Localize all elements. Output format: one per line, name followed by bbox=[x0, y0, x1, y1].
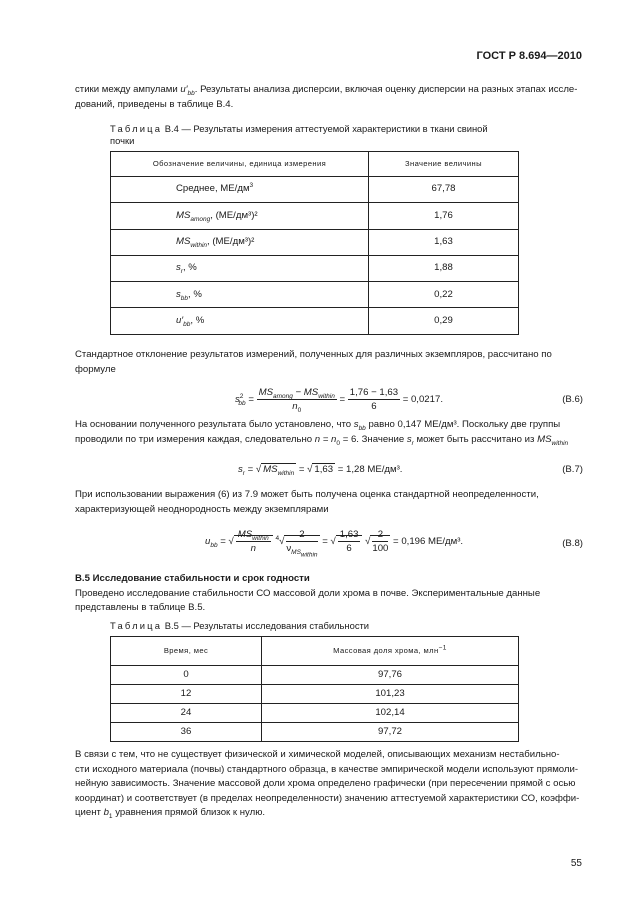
table-cell: 97,72 bbox=[262, 723, 519, 742]
table4-caption bbox=[110, 123, 550, 147]
text: дований, приведены в таблице В.4. bbox=[75, 98, 234, 110]
equation-b8: $u_{bb}$ = √ $\frac{MS_{within}}{n}$ $^4$√ $\frac{2}{\nu_{MS_{within}}}$ = √ $\frac{1,63}{6}$ √ $\frac{2}{100}$ = 0,196 МЕ/дм³. bbox=[205, 529, 464, 559]
table-cell: 97,76 bbox=[262, 666, 519, 685]
text: . Результаты анализа дисперсии, включая оценку дисперсии на разных этапах иссле- bbox=[194, 84, 578, 95]
paragraph-model: В связи с тем, что не существует физической и химической моделей, описывающих механизм нестабильно- сти исходного материала (почвы) стандартного образца, в качестве эмпирической модели используют прямоли- нейную зависимость. Значение массовой доли хрома определено графически (при пересечении прямой с осью координат) и соответствует (в пределах неопределенности) значению аттестуемой характеристики СО, коэффи- циент $b_1$ уравнения прямой близок к нулю. bbox=[75, 748, 583, 821]
document-id: ГОСТ Р 8.694—2010 bbox=[476, 50, 582, 62]
table-cell: $s_r$, % bbox=[111, 255, 369, 281]
table-cell: 36 bbox=[111, 723, 262, 742]
equation-number: (В.8) bbox=[562, 538, 583, 549]
table-cell: $u'_{bb}$, % bbox=[111, 308, 369, 334]
table-cell: $MS_{within}$, (МЕ/дм³)² bbox=[111, 229, 369, 255]
equation-b6: $s^2_{bb}$ = $\frac{MS_{among} - MS_{within}}{n_0}$ = $\frac{1,76 - 1,63}{6}$ = 0,0217. bbox=[235, 387, 443, 414]
table-row bbox=[111, 308, 519, 334]
table-row bbox=[111, 177, 519, 203]
table5-header-col1: Время, мес bbox=[111, 637, 262, 666]
table-cell: 67,78 bbox=[369, 177, 519, 203]
section-b5 bbox=[75, 572, 583, 616]
table-row bbox=[111, 704, 519, 723]
table-row bbox=[111, 282, 519, 308]
table-cell: 1,88 bbox=[369, 255, 519, 281]
text: При использовании выражения (6) из 7.9 может быть получена оценка стандартной неопределенности, bbox=[75, 489, 539, 500]
table-cell: 1,76 bbox=[369, 203, 519, 229]
table-cell: 102,14 bbox=[262, 704, 519, 723]
table-row bbox=[111, 255, 519, 281]
caption-text: В.4 — Результаты измерения аттестуемой характеристики в ткани свиной bbox=[164, 123, 488, 134]
table-row bbox=[111, 229, 519, 255]
table-cell: 1,63 bbox=[369, 229, 519, 255]
caption-text: почки bbox=[110, 135, 135, 146]
equation-b7: $s_r$ = √ $MS_{within}$ = √ 1,63 = 1,28 МЕ/дм³. bbox=[238, 464, 403, 477]
text: В связи с тем, что не существует физической и химической моделей, описывающих механизм нестабильно- bbox=[75, 749, 560, 760]
section-heading: В.5 Исследование стабильности и срок годности bbox=[75, 573, 310, 584]
symbol: u′ bbox=[180, 84, 188, 95]
table-cell: Среднее, $МЕ/дм^3$ bbox=[111, 177, 369, 203]
text: Стандартное отклонение результатов измерений, полученных для различных экземпляров, рассчитано по bbox=[75, 349, 552, 360]
paragraph-result: На основании полученного результата было установлено, что $s_{bb}$ равно 0,147 МЕ/дм³. Поскольку две группы проводили по три измерения каждая, следовательно $n = n_0 = 6$. Значение $s_r$ может быть рассчитано из $MS_{within}$ bbox=[75, 419, 569, 447]
table5-caption bbox=[110, 620, 550, 632]
table-cell: 0,22 bbox=[369, 282, 519, 308]
paragraph-std-dev bbox=[75, 348, 583, 377]
caption-text: В.5 — Результаты исследования стабильности bbox=[164, 620, 370, 631]
table-row bbox=[111, 723, 519, 742]
table-row bbox=[111, 666, 519, 685]
fraction: $\frac{MS_{among} - MS_{within}}{n_0}$ bbox=[258, 387, 335, 414]
table-cell: $s_{bb}$, % bbox=[111, 282, 369, 308]
equation-number: (В.6) bbox=[562, 394, 583, 405]
subscript: bb bbox=[187, 89, 195, 97]
text: представлены в таблице В.5. bbox=[75, 602, 206, 613]
table-cell: 24 bbox=[111, 704, 262, 723]
paragraph-intro bbox=[75, 83, 583, 112]
text: Проведено исследование стабильности СО массовой доли хрома в почве. Экспериментальные данные bbox=[75, 587, 541, 599]
table-cell: 0,29 bbox=[369, 308, 519, 334]
table-cell: 101,23 bbox=[262, 685, 519, 704]
text: стики между ампулами bbox=[75, 84, 178, 95]
paragraph-uncertainty bbox=[75, 488, 583, 517]
table-cell: $MS_{among}$, (МЕ/дм³)² bbox=[111, 203, 369, 229]
table5 bbox=[110, 636, 519, 742]
text: нейную зависимость. Значение массовой доли хрома определено графически (при пересечении прямой с осью bbox=[75, 778, 576, 789]
table-row bbox=[111, 685, 519, 704]
text: характеризующей неоднородность между экземплярами bbox=[75, 503, 329, 515]
fraction: $\frac{1,76 - 1,63}{6}$ bbox=[349, 387, 399, 412]
equation-number: (В.7) bbox=[562, 464, 583, 475]
table4-header-col1: Обозначение величины, единица измерения bbox=[111, 152, 369, 177]
table-row bbox=[111, 203, 519, 229]
caption-label: Таблица bbox=[110, 620, 163, 631]
table-cell: 12 bbox=[111, 685, 262, 704]
table4 bbox=[110, 151, 519, 335]
table5-header-col2: Массовая доля хрома, млн$^{-1}$ bbox=[262, 637, 519, 666]
text: координат) и соответствует (в пределах неопределенности) значению аттестуемой характеристики СО, коэффи- bbox=[75, 792, 580, 804]
table4-header-col2: Значение величины bbox=[369, 152, 519, 177]
text: сти исходного материала (почвы) стандартного образца, в качестве эмпирической модели используют прямоли- bbox=[75, 763, 579, 775]
text: формуле bbox=[75, 363, 116, 375]
table-cell: 0 bbox=[111, 666, 262, 685]
page-number: 55 bbox=[570, 858, 582, 869]
caption-label: Таблица bbox=[110, 123, 163, 134]
